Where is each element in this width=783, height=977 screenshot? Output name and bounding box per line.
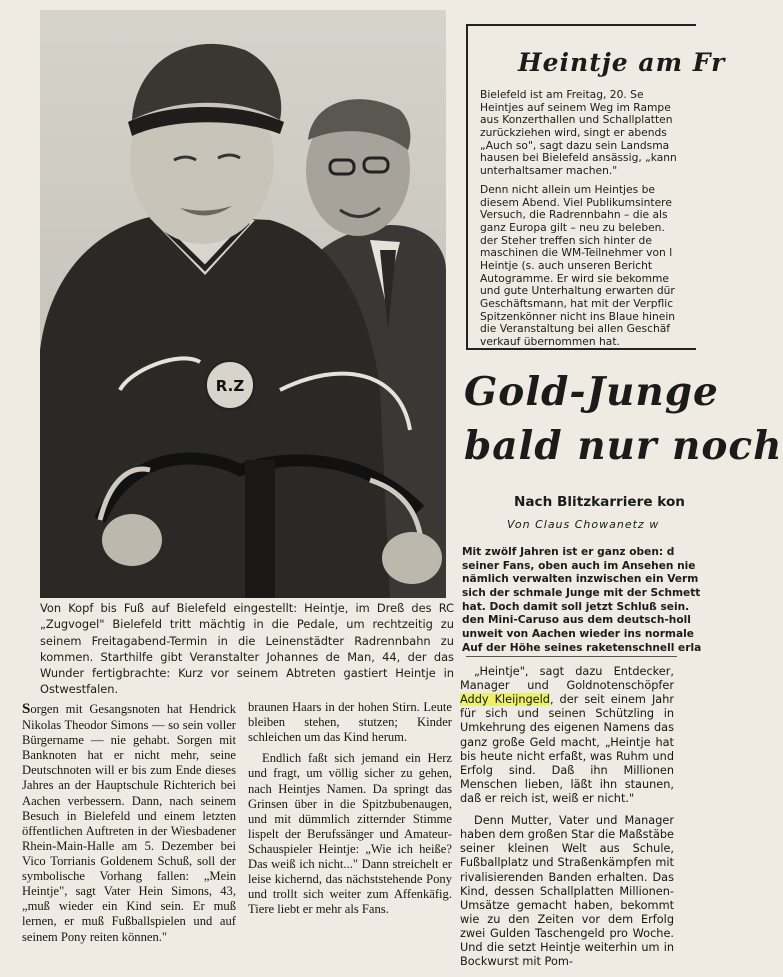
box-line: hausen bei Bielefeld ansässig, „kann	[480, 151, 677, 165]
box-line: die Veranstaltung bei allen Geschäf	[480, 322, 671, 336]
paragraph	[460, 665, 674, 806]
drop-cap: S	[22, 701, 31, 717]
box-text	[480, 89, 696, 349]
box-line: aus Konzerthallen und Schallplatten	[480, 113, 673, 127]
article-headline	[464, 366, 783, 474]
box-line: Autogramme. Er wird sie bekomme	[480, 271, 669, 285]
box-line: maschinen die WM-Teilnehmer von l	[480, 246, 673, 260]
paragraph-text: orgen mit Gesangsnoten hat Hendrick Nikolas Theodor Simons — so sein voller Bürgername — nie gehabt. Sorgen mit Banknoten hat er nicht mehr, seine Deutschnoten will er bis zum Ende dieses Jahres an der Hauptschule Richterich bei Aachen verbessern. Dann, nach seinem Besuch in Bielefeld und einem letzten öffentlichen Auftreten in der Wiesbadener Rhein-Main-Halle am 5. Dezember bei Vico Torrianis Goldenem Schuß, soll der symbolische Vorhang fallen: „Mein Heintje", sagt Vater Hein Simons, 43, „muß wieder ein Kind sein. Er muß lernen, er muß Fußballspielen und auf seinem Pony reiten können."	[22, 702, 236, 944]
box-line: Geschäftsmann, hat mit der Verpflic	[480, 297, 674, 310]
photo-illustration	[40, 10, 446, 598]
box-line: Spitzenkönner nicht ins Blaue hinein	[480, 309, 676, 323]
box-line: Bielefeld ist am Freitag, 20. Se	[480, 88, 644, 101]
highlighted-name: Addy Kleijngeld	[460, 693, 550, 707]
lead-line: unweit von Aachen wieder ins normale	[462, 628, 694, 641]
box-line: der Steher treffen sich hinter de	[480, 233, 652, 247]
lead-line: sich der schmale Junge mit der Schmett	[462, 587, 701, 600]
paragraph: Endlich faßt sich jemand ein Herz und fragt, um völlig sicher zu gehen, nach Heintjes Namen. Da springt das Grinsen über in die Spitzbubenaugen, und mit dümmlich zitternder Stimme lispelt der Berufssänger und Amateur-Schauspieler Heintje: „Wie ich heiße? Das weiß ich nicht..." Dann streichelt er leise kichernd, das nächststehende Pony und trollt sich weiter zum Affenkäfig. Tiere liebt er mehr als Fans.	[248, 751, 452, 917]
article-lead	[462, 546, 701, 656]
photo-caption: Von Kopf bis Fuß auf Bielefeld eingestellt: Heintje, im Dreß des RC „Zugvogel" Bielefeld tritt mächtig in die Pedale, um rechtzeitig zu seinem Freitagabend-Termin in die Leinenstädter Radrennbahn zu kommen. Starthilfe gibt Veranstalter Johannes de Man, 44, der das Wunder fertigbrachte: Kurz vor seinem Abtreten gastiert Heintje in Ostwestfalen.	[40, 601, 454, 697]
article-column-2	[248, 700, 452, 924]
news-photo	[40, 10, 446, 598]
box-line: Heintjes auf seinem Weg im Rampe	[480, 100, 671, 114]
paragraph: braunen Haars in der hohen Stirn. Leute bleiben stehen, stutzen; Kinder schleichen um das Kind herum.	[248, 700, 452, 745]
headline-line-2: bald nur noch	[464, 422, 783, 469]
box-line: diesem Abend. Viel Publikumsintere	[480, 195, 672, 209]
paragraph: Denn Mutter, Vater und Manager haben dem großen Star die Maßstäbe seiner kleinen Welt aus Schule, Fußballplatz und Straßenkämpfen mit rivalisierenden Banden erhalten. Das Kind, dessen Schallplatten Millionen-Umsätze gemacht haben, bekommt wie zu den Zeiten vor dem Erfolg zwei Gulden Taschengeld pro Woche. Und die setzt Heintje weiterhin um in Bockwurst mit Pom-	[460, 814, 674, 969]
paragraph	[22, 700, 236, 945]
lead-line: Auf der Höhe seines raketenschnell erla	[462, 641, 702, 654]
divider	[466, 656, 677, 657]
box-line: unterhaltsamer machen."	[480, 164, 618, 178]
lead-line: Mit zwölf Jahren ist er ganz oben: d	[462, 546, 675, 558]
box-title: Heintje am Fr	[518, 48, 726, 77]
box-line: verkauf übernommen hat.	[480, 335, 620, 349]
lead-line: seiner Fans, oben auch im Ansehen nie	[462, 559, 696, 572]
lead-line: den Mini-Caruso aus dem deutsch-holl	[462, 614, 691, 627]
paragraph-text: „Heintje", sagt dazu Entdecker, Manager und Goldnotenschöpfer	[460, 665, 674, 693]
box-line: und gute Unterhaltung erwarten dür	[480, 284, 675, 298]
article-subhead: Nach Blitzkarriere kon	[514, 494, 685, 510]
box-line: Versuch, die Radrennbahn – die als	[480, 208, 668, 222]
lead-line: nämlich verwalten inzwischen ein Verm	[462, 573, 699, 586]
paragraph-text: , der seit einem Jahr für sich und seinen Schützling in Umkehrung des eigenen Namens das ganz große Geld macht, „Heintje hat bis heute nicht erfaßt, was Ruhm und Erfolg sind. Daß ihn Millionen Menschen lieben, läßt ihn staunen, daß er reich ist, weiß er nicht."	[460, 693, 674, 805]
box-line: zurückziehen wird, singt er abends	[480, 126, 667, 140]
box-line: Denn nicht allein um Heintjes be	[480, 182, 655, 196]
article-byline: Von Claus Chowanetz w	[507, 518, 660, 531]
jersey-logo: R.Z	[215, 377, 245, 395]
lead-line: hat. Doch damit soll jetzt Schluß sein.	[462, 600, 690, 613]
headline-line-1: Gold-Junge	[464, 369, 719, 415]
article-column-1	[22, 700, 236, 951]
info-box	[466, 24, 726, 350]
box-line: Heintje (s. auch unseren Bericht	[480, 258, 653, 272]
article-column-3	[460, 665, 674, 977]
box-line: „Auch so", sagt dazu sein Landsma	[480, 138, 670, 152]
box-line: ganz Europa gilt – neu zu beleben.	[480, 220, 665, 234]
